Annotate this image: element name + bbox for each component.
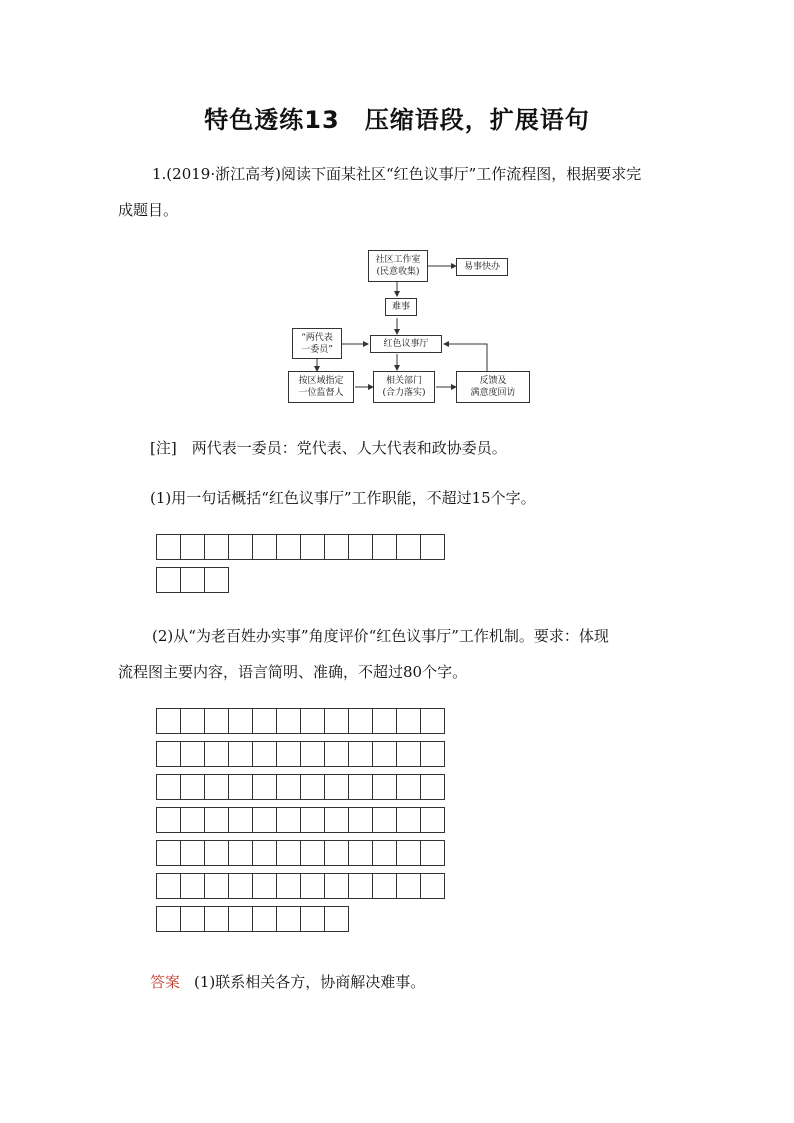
grid-cell[interactable]	[420, 774, 445, 800]
answer-label: 答案	[150, 973, 181, 991]
grid-cell[interactable]	[300, 741, 325, 767]
grid-cell[interactable]	[204, 807, 229, 833]
answer-grid-1[interactable]	[156, 534, 444, 600]
grid-cell[interactable]	[420, 840, 445, 866]
grid-cell[interactable]	[396, 774, 421, 800]
grid-cell[interactable]	[252, 741, 277, 767]
grid-cell[interactable]	[228, 906, 253, 932]
grid-cell[interactable]	[204, 906, 229, 932]
node-easy-matters: 易事快办	[456, 258, 508, 276]
grid-cell[interactable]	[156, 741, 181, 767]
grid-cell[interactable]	[252, 873, 277, 899]
grid-cell[interactable]	[156, 873, 181, 899]
grid-cell[interactable]	[420, 741, 445, 767]
node-red-hall: 红色议事厅	[370, 335, 442, 353]
grid-cell[interactable]	[348, 840, 373, 866]
grid-cell[interactable]	[252, 906, 277, 932]
node-departments: 相关部门 (合力落实)	[373, 371, 435, 403]
grid-cell[interactable]	[348, 741, 373, 767]
grid-cell[interactable]	[228, 807, 253, 833]
grid-cell[interactable]	[180, 807, 205, 833]
grid-cell[interactable]	[228, 534, 253, 560]
grid-cell[interactable]	[156, 567, 181, 593]
grid-cell[interactable]	[396, 873, 421, 899]
grid-cell[interactable]	[300, 840, 325, 866]
grid-cell[interactable]	[300, 534, 325, 560]
grid-cell[interactable]	[252, 807, 277, 833]
grid-cell[interactable]	[372, 708, 397, 734]
node-representatives: “两代表 一委员”	[292, 328, 342, 359]
grid-cell[interactable]	[180, 840, 205, 866]
grid-cell[interactable]	[252, 774, 277, 800]
grid-cell[interactable]	[300, 873, 325, 899]
node-community-office: 社区工作室 (民意收集)	[368, 250, 428, 282]
grid-cell[interactable]	[324, 774, 349, 800]
grid-row	[156, 567, 444, 593]
grid-cell[interactable]	[348, 534, 373, 560]
grid-cell[interactable]	[372, 534, 397, 560]
grid-cell[interactable]	[204, 741, 229, 767]
page-title: 特色透练13 压缩语段，扩展语句	[204, 106, 590, 134]
grid-cell[interactable]	[396, 741, 421, 767]
grid-row	[156, 873, 444, 899]
grid-cell[interactable]	[276, 774, 301, 800]
grid-cell[interactable]	[276, 708, 301, 734]
grid-cell[interactable]	[420, 708, 445, 734]
grid-cell[interactable]	[420, 873, 445, 899]
grid-cell[interactable]	[228, 873, 253, 899]
grid-cell[interactable]	[228, 708, 253, 734]
grid-cell[interactable]	[156, 774, 181, 800]
question-1-intro	[118, 156, 678, 228]
grid-cell[interactable]	[420, 534, 445, 560]
grid-cell[interactable]	[348, 873, 373, 899]
grid-cell[interactable]	[372, 873, 397, 899]
grid-cell[interactable]	[156, 840, 181, 866]
grid-cell[interactable]	[372, 774, 397, 800]
grid-cell[interactable]	[276, 807, 301, 833]
grid-cell[interactable]	[300, 774, 325, 800]
grid-cell[interactable]	[252, 708, 277, 734]
grid-cell[interactable]	[180, 774, 205, 800]
grid-cell[interactable]	[180, 567, 205, 593]
grid-cell[interactable]	[276, 534, 301, 560]
grid-cell[interactable]	[348, 708, 373, 734]
grid-cell[interactable]	[276, 873, 301, 899]
grid-cell[interactable]	[324, 741, 349, 767]
grid-cell[interactable]	[372, 840, 397, 866]
grid-cell[interactable]	[324, 534, 349, 560]
grid-cell[interactable]	[204, 708, 229, 734]
grid-cell[interactable]	[180, 873, 205, 899]
grid-cell[interactable]	[300, 708, 325, 734]
sub2-line-1: (2)从“为老百姓办实事”角度评价“红色议事厅”工作机制。要求：体现	[152, 627, 609, 645]
grid-cell[interactable]	[156, 534, 181, 560]
grid-cell[interactable]	[420, 807, 445, 833]
grid-cell[interactable]	[396, 708, 421, 734]
sub-question-2	[118, 618, 678, 690]
grid-cell[interactable]	[180, 534, 205, 560]
grid-cell[interactable]	[204, 840, 229, 866]
grid-cell[interactable]	[228, 741, 253, 767]
grid-cell[interactable]	[204, 774, 229, 800]
grid-cell[interactable]	[252, 840, 277, 866]
grid-cell[interactable]	[156, 807, 181, 833]
arrow-feedback-to-hall	[444, 344, 487, 371]
grid-cell[interactable]	[300, 807, 325, 833]
grid-cell[interactable]	[180, 741, 205, 767]
node-supervisor: 按区域指定 一位监督人	[288, 371, 354, 403]
grid-cell[interactable]	[204, 567, 229, 593]
grid-cell[interactable]	[276, 906, 301, 932]
grid-cell[interactable]	[204, 873, 229, 899]
grid-cell[interactable]	[396, 840, 421, 866]
grid-row	[156, 774, 444, 800]
note: [注] 两代表一委员：党代表、人大代表和政协委员。	[150, 439, 507, 457]
grid-cell[interactable]	[396, 534, 421, 560]
grid-cell[interactable]	[372, 807, 397, 833]
flowchart	[280, 244, 540, 414]
sub2-line-2: 流程图主要内容，语言简明、准确，不超过80个字。	[118, 663, 468, 681]
node-hard-matters: 难事	[385, 298, 417, 316]
grid-cell[interactable]	[252, 534, 277, 560]
grid-row	[156, 534, 444, 560]
grid-cell[interactable]	[324, 807, 349, 833]
grid-row	[156, 840, 444, 866]
intro-line-1: 1.(2019·浙江高考)阅读下面某社区“红色议事厅”工作流程图，根据要求完	[152, 165, 642, 183]
grid-cell[interactable]	[204, 534, 229, 560]
grid-cell[interactable]	[372, 741, 397, 767]
grid-cell[interactable]	[300, 906, 325, 932]
grid-row	[156, 906, 444, 932]
grid-cell[interactable]	[228, 774, 253, 800]
grid-cell[interactable]	[324, 708, 349, 734]
answer-text: (1)联系相关各方，协商解决难事。	[194, 973, 426, 991]
grid-cell[interactable]	[324, 873, 349, 899]
grid-cell[interactable]	[156, 906, 181, 932]
grid-cell[interactable]	[348, 807, 373, 833]
answer	[150, 964, 425, 1000]
grid-cell[interactable]	[276, 840, 301, 866]
grid-cell[interactable]	[228, 840, 253, 866]
intro-line-2: 成题目。	[118, 201, 179, 219]
sub-question-1: (1)用一句话概括“红色议事厅”工作职能，不超过15个字。	[150, 489, 536, 507]
grid-cell[interactable]	[180, 906, 205, 932]
grid-cell[interactable]	[324, 840, 349, 866]
grid-cell[interactable]	[156, 708, 181, 734]
grid-cell[interactable]	[348, 774, 373, 800]
grid-cell[interactable]	[276, 741, 301, 767]
grid-row	[156, 741, 444, 767]
answer-grid-2[interactable]	[156, 708, 444, 939]
grid-cell[interactable]	[324, 906, 349, 932]
grid-row	[156, 807, 444, 833]
grid-row	[156, 708, 444, 734]
grid-cell[interactable]	[396, 807, 421, 833]
grid-cell[interactable]	[180, 708, 205, 734]
node-feedback: 反馈及 满意度回访	[456, 371, 530, 403]
